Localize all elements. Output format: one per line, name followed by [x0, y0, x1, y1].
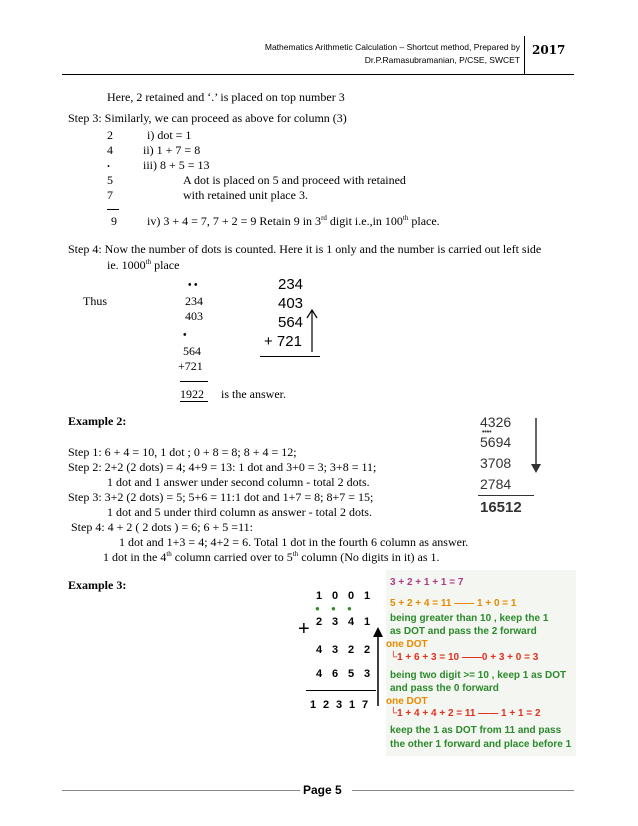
fig2-row-3: 3708	[480, 455, 512, 471]
fig3-top-3: 0	[348, 590, 355, 602]
step3-result-text-a: iv) 3 + 4 = 7, 7 + 2 = 9 Retain 9 in 3	[147, 214, 322, 228]
ann-line-1: 3 + 2 + 1 + 1 = 7	[390, 577, 464, 588]
step3-result-text-b: digit i.e.,in 100	[326, 214, 403, 228]
thus-n4: +721	[178, 359, 203, 373]
example3-annotation-panel	[386, 570, 576, 756]
footer-rule-left	[62, 790, 300, 791]
fig2-sum-line	[478, 495, 534, 496]
ann-line-5: one DOT	[386, 639, 428, 650]
thus-n1: 234	[185, 294, 203, 308]
thus-sum-line	[180, 381, 208, 382]
fig3-res-1: 1	[310, 699, 317, 711]
header-vertical-divider	[524, 36, 525, 74]
thus-result: 1922	[180, 387, 204, 401]
fig3-r1-3: 4	[348, 616, 355, 628]
ann-line-2: 5 + 2 + 4 = 11 —— 1 + 0 = 1	[390, 598, 517, 609]
example2-last-b: column carried over to 5	[171, 550, 293, 564]
fig3-r2-1: 4	[316, 644, 323, 656]
header-line-2: Dr.P.Ramasubramanian, P/CSE, SWCET	[364, 55, 520, 65]
thus-answer: is the answer.	[221, 387, 286, 401]
thus-n3: 564	[183, 344, 201, 358]
step3-result-sup-2: th	[402, 214, 409, 222]
step3-text-2: ii) 1 + 7 = 8	[143, 143, 201, 157]
step4-line-2	[107, 258, 179, 273]
fig2-row-1: 4326	[480, 414, 512, 430]
step4-line-2-b: place	[151, 258, 180, 272]
fig1-row-4: + 721	[264, 333, 302, 350]
example2-line-5: 1 dot and 5 under third column as answer - total 2 dots.	[107, 505, 372, 519]
fig3-r2-3: 2	[348, 644, 355, 656]
example2-line-2: Step 2: 2+2 (2 dots) = 4; 4+9 = 13: 1 dot and 3+0 = 3; 3+8 = 11;	[68, 460, 377, 474]
footer-rule-right	[352, 790, 574, 791]
fig3-r3-2: 6	[332, 668, 339, 680]
example2-line-1: Step 1: 6 + 4 = 10, 1 dot ; 0 + 8 = 8; 8 + 4 = 12;	[68, 445, 297, 459]
example2-line-7: 1 dot and 1+3 = 4; 4+2 = 6. Total 1 dot in the fourth 6 column as answer.	[119, 535, 469, 549]
step3-sum-line	[107, 209, 119, 210]
ann-line-6: └1 + 6 + 3 = 10 ——0 + 3 + 0 = 3	[390, 652, 539, 663]
fig3-dot-2: ●	[331, 604, 336, 613]
step3-result-sup-1: rd	[321, 214, 327, 222]
thus-dot-mid: •	[183, 330, 187, 341]
thus-n2: 403	[185, 309, 203, 323]
fig3-r2-2: 3	[332, 644, 339, 656]
fig3-res-5: 7	[362, 699, 369, 711]
step4-line-2-sup: th	[145, 258, 152, 266]
fig3-r3-3: 5	[348, 668, 355, 680]
ann-line-10: └1 + 4 + 4 + 2 = 11 —— 1 + 1 = 2	[390, 708, 541, 719]
example2-last-c: column (No digits in it) as 1.	[298, 550, 440, 564]
step3-heading: Step 3: Similarly, we can proceed as above for column (3)	[68, 111, 347, 125]
ann-line-9: one DOT	[386, 696, 428, 707]
step3-text-4: A dot is placed on 5 and proceed with retained	[183, 173, 406, 187]
step3-result-text	[147, 214, 440, 229]
step3-num-5: 7	[107, 188, 113, 202]
fig3-r3-1: 4	[316, 668, 323, 680]
thus-label: Thus	[83, 294, 107, 308]
step3-num-3: .	[107, 156, 110, 170]
example3-title: Example 3:	[68, 578, 127, 592]
fig3-dot-3: ●	[347, 604, 352, 613]
example2-line-4: Step 3: 3+2 (2 dots) = 5; 5+6 = 11:1 dot and 1+7 = 8; 8+7 = 15;	[68, 490, 374, 504]
ann-line-11: keep the 1 as DOT from 11 and pass	[390, 725, 562, 736]
example2-line-8	[103, 550, 440, 565]
header-rule	[62, 74, 574, 75]
fig2-row-4: 2784	[480, 476, 512, 492]
step3-text-1: i) dot = 1	[147, 128, 192, 142]
fig3-r2-4: 2	[364, 644, 371, 656]
fig2-result: 16512	[480, 499, 522, 516]
example2-last-a: 1 dot in the 4	[103, 550, 167, 564]
ann-line-3: being greater than 10 , keep the 1	[390, 613, 549, 624]
fig2-row-2: 5694	[480, 434, 512, 450]
step3-text-3: iii) 8 + 5 = 13	[143, 158, 210, 172]
header-year: 2017	[532, 43, 566, 57]
page-number: Page 5	[303, 783, 342, 797]
figure-2-addition	[476, 412, 548, 520]
header-line-1: Mathematics Arithmetic Calculation – Shortcut method, Prepared by	[264, 42, 520, 52]
fig3-dot-1: ●	[315, 604, 320, 613]
example2-last-sup-2: th	[292, 550, 299, 558]
intro-line: Here, 2 retained and ‘.’ is placed on top number 3	[107, 90, 345, 104]
fig3-r1-2: 3	[332, 616, 339, 628]
thus-result-underline	[180, 401, 208, 402]
fig3-plus: +	[298, 618, 310, 640]
thus-dots-top: • •	[188, 280, 198, 291]
example2-line-6: Step 4: 4 + 2 ( 2 dots ) = 6; 6 + 5 =11:	[71, 520, 253, 534]
step3-result-text-c: place.	[408, 214, 440, 228]
step3-num-4: 5	[107, 173, 113, 187]
ann-line-8: and pass the 0 forward	[390, 683, 499, 694]
fig3-res-3: 3	[336, 699, 343, 711]
fig1-row-1: 234	[278, 276, 304, 293]
step4-line-1: Step 4: Now the number of dots is counted. Here it is 1 only and the number is carried out left side	[68, 242, 542, 256]
ann-line-7: being two digit >= 10 , keep 1 as DOT	[390, 670, 567, 681]
fig1-row-3: 564	[278, 314, 304, 331]
fig3-r1-4: 1	[364, 616, 371, 628]
figure-3-addition	[296, 586, 380, 720]
fig3-r3-4: 3	[364, 668, 371, 680]
fig3-up-arrow	[372, 626, 384, 706]
fig3-r1-1: 2	[316, 616, 323, 628]
fig1-sum-line	[260, 356, 320, 357]
fig2-dots: • • • •	[482, 429, 491, 436]
fig3-sum-line	[306, 690, 376, 691]
ann-line-4: as DOT and pass the 2 forward	[390, 626, 537, 637]
fig3-res-4: 1	[349, 699, 356, 711]
figure-1-addition	[256, 274, 320, 360]
fig3-top-4: 1	[364, 590, 371, 602]
step3-result-num: 9	[111, 214, 117, 228]
fig2-down-arrow	[530, 418, 542, 474]
fig1-row-2: 403	[278, 295, 304, 312]
fig1-up-arrow	[306, 308, 318, 352]
ann-line-12: the other 1 forward and place before 1	[390, 739, 572, 750]
step3-text-5: with retained unit place 3.	[183, 188, 308, 202]
step3-num-2: 4	[107, 143, 113, 157]
fig3-res-2: 2	[323, 699, 330, 711]
step4-line-2-a: ie. 1000	[107, 258, 146, 272]
example2-line-3: 1 dot and 1 answer under second column - total 2 dots.	[107, 475, 370, 489]
fig3-top-2: 0	[332, 590, 339, 602]
fig3-top-1: 1	[316, 590, 323, 602]
step3-num-1: 2	[107, 128, 113, 142]
example2-title: Example 2:	[68, 414, 127, 428]
example2-last-sup-1: th	[166, 550, 172, 558]
